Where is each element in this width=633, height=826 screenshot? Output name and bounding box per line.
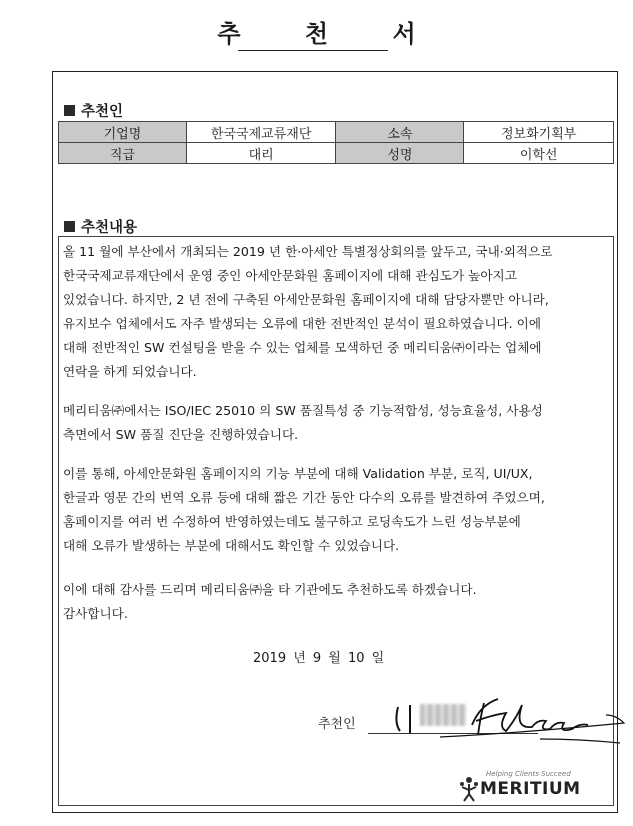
paragraph-line: 홈페이지를 여러 번 수정하여 반영하였는데도 불구하고 로딩속도가 느린 성능부분에: [63, 514, 521, 529]
redacted-name-blur: [420, 704, 466, 726]
value-name: 이학선: [464, 143, 614, 164]
recommender-info-table: [58, 121, 614, 164]
paragraph-line: 유지보수 업체에서도 자주 발생되는 오류에 대한 전반적인 분석이 필요하였습니다. 이에: [63, 316, 541, 331]
recommender-label: 추천인: [318, 717, 356, 732]
section-content-heading: [64, 216, 137, 237]
document-title: 추 천 서: [217, 19, 444, 48]
label-company: 기업명: [59, 122, 187, 143]
paragraph-line: 이를 통해, 아세안문화원 홈페이지의 기능 부분에 대해 Validation 부분, 로직, UI/UX,: [63, 466, 533, 481]
label-name: 성명: [336, 143, 464, 164]
document-date: 2019 년 9 월 10 일: [253, 651, 385, 666]
square-bullet-icon: [64, 221, 75, 232]
paragraph-2: [63, 399, 609, 447]
label-affiliation: 소속: [336, 122, 464, 143]
paragraph-line: 있었습니다. 하지만, 2 년 전에 구축된 아세안문화원 홈페이지에 대해 담당자뿐만 아니라,: [63, 292, 549, 307]
paragraph-line: 이에 대해 감사를 드리며 메리티움㈜을 타 기관에도 추천하도록 하겠습니다.: [63, 582, 477, 597]
title-underline: [238, 50, 388, 51]
handwritten-signature: [380, 693, 630, 763]
section-recommender-heading: [64, 100, 123, 121]
value-company: 한국국제교류재단: [186, 122, 336, 143]
paragraph-line: 연락을 하게 되었습니다.: [63, 364, 197, 379]
paragraph-line: 올 11 월에 부산에서 개최되는 2019 년 한·아세안 특별정상회의를 앞두고, 국내·외적으로: [63, 244, 553, 259]
paragraph-line: 메리티움㈜에서는 ISO/IEC 25010 의 SW 품질특성 중 기능적합성, 성능효율성, 사용성: [63, 403, 543, 418]
meritium-figure-icon: [458, 776, 480, 802]
value-position: 대리: [186, 143, 336, 164]
paragraph-line: 감사합니다.: [63, 606, 128, 621]
section-content-title: 추천내용: [81, 220, 138, 236]
value-affiliation: 정보화기획부: [464, 122, 614, 143]
paragraph-line: 대해 전반적인 SW 컨설팅을 받을 수 있는 업체를 모색하던 중 메리티움㈜이라는 업체에: [63, 340, 542, 355]
table-row: [59, 122, 614, 143]
paragraph-line: 측면에서 SW 품질 진단을 진행하였습니다.: [63, 427, 299, 442]
paragraph-line: 대해 오류가 발생하는 부분에 대해서도 확인할 수 있었습니다.: [63, 538, 400, 553]
paragraph-4: [63, 578, 609, 626]
square-bullet-icon: [64, 105, 75, 116]
section-recommender-title: 추천인: [81, 104, 124, 120]
paragraph-line: 한국국제교류재단에서 운영 중인 아세안문화원 홈페이지에 대해 관심도가 높아지고: [63, 268, 517, 283]
paragraph-3: [63, 462, 609, 558]
paragraph-line: 한글과 영문 간의 번역 오류 등에 대해 짧은 기간 동안 다수의 오류를 발견하여 주었으며,: [63, 490, 545, 505]
paragraph-1: [63, 240, 609, 384]
meritium-logo: [458, 770, 581, 806]
logo-tagline: Helping Clients Succeed: [486, 770, 571, 778]
table-row: [59, 143, 614, 164]
logo-name: MERITIUM: [480, 779, 581, 799]
label-position: 직급: [59, 143, 187, 164]
